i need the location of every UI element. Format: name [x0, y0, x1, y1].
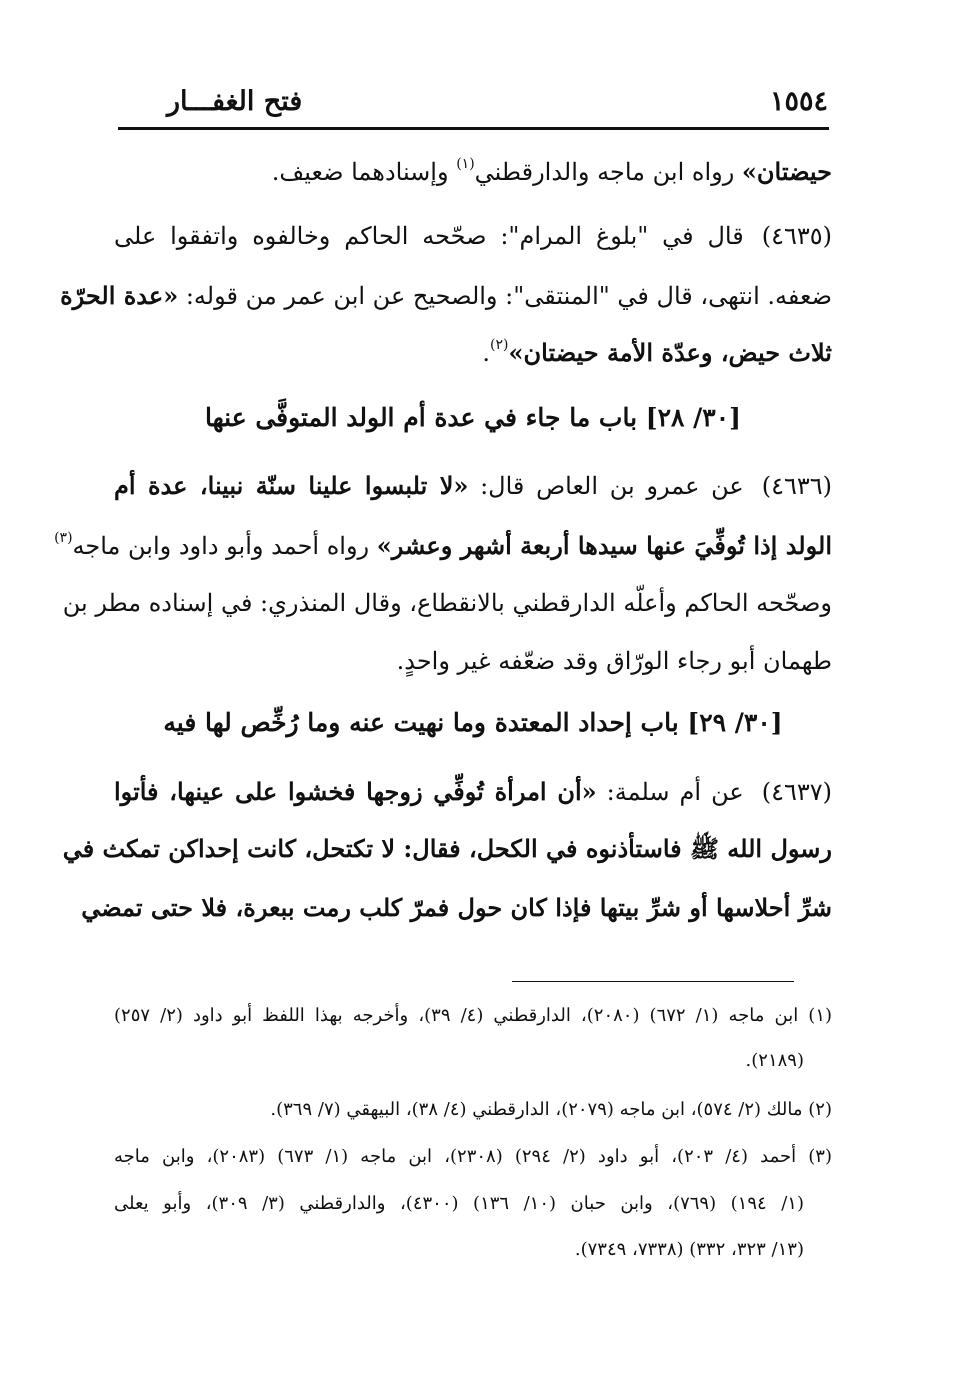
text-line: شرِّ أحلاسها أو شرِّ بيتها فإذا كان حول فمرّ كلب رمت ببعرة، فلا حتى تمضي — [81, 893, 832, 922]
text-line — [114, 466, 832, 506]
footnote-ref: (١) — [456, 156, 475, 172]
book-title: فتح الغفـــار — [167, 86, 303, 117]
text-line — [114, 772, 832, 812]
header-rule — [118, 127, 829, 130]
hadith-number: (٤٦٣٧) — [761, 778, 833, 806]
footnote: (٢) مالك (٢/ ٥٧٤)، ابن ماجه (٢٠٧٩)، الدارقطني (٤/ ٣٨)، البيهقي (٧/ ٣٦٩). — [270, 1099, 832, 1120]
text-line — [114, 216, 832, 256]
chapter-heading: [٣٠/ ٢٩] باب إحداد المعتدة وما نهيت عنه وما رُخِّص لها فيه — [163, 708, 783, 737]
text-line — [114, 152, 832, 192]
text-line: طهمان أبو رجاء الورّاق وقد ضعّفه غير واحدٍ. — [396, 647, 832, 675]
narration-text: رواه ابن ماجه والدارقطني — [474, 158, 742, 186]
narration-text: قال في "بلوغ المرام": صحّحه الحاكم وخالفوه واتفقوا على — [114, 222, 744, 250]
footnote: (١/ ١٩٤) (٧٦٩)، وابن حبان (١٠/ ١٣٦) (٤٣٠٠)، والدارقطني (٣/ ٣٠٩)، وأبو يعلى — [114, 1193, 804, 1214]
footnote-ref: (٢) — [490, 337, 509, 353]
hadith-text: الولد إذا تُوفِّيَ عنها سيدها أربعة أشهر وعشر» — [376, 531, 832, 560]
chapter-heading: [٣٠/ ٢٨] باب ما جاء في عدة أم الولد المتوفَّى عنها — [205, 403, 741, 432]
page-header — [115, 84, 830, 124]
narration-text: وإسنادهما ضعيف. — [271, 158, 457, 186]
footnote: (٢١٨٩). — [745, 1050, 804, 1071]
narration-text: عن عمرو بن العاص قال: — [468, 472, 744, 500]
narration-text: رواه أحمد وأبو داود وابن ماجه — [72, 532, 377, 560]
narration-text: . — [482, 339, 491, 367]
footnote: (١) ابن ماجه (١/ ٦٧٢) (٢٠٨٠)، الدارقطني (٤/ ٣٩)، وأخرجه بهذا اللفظ أبو داود (٢/ ٢٥٧) — [114, 1005, 833, 1026]
narration-text: عن أم سلمة: — [596, 778, 744, 806]
hadith-number: (٤٦٣٥) — [761, 222, 832, 250]
hadith-text: حيضتان» — [741, 157, 832, 186]
text-line — [54, 526, 832, 566]
narration-text: ضعفه. انتهى، قال في "المنتقى": والصحيح عن ابن عمر من قوله: — [178, 282, 832, 310]
text-line — [60, 276, 832, 316]
page-number: ١٥٥٤ — [769, 86, 828, 117]
footnote-ref: (٣) — [54, 530, 73, 546]
footnote: (١٣/ ٣٢٣، ٣٣٢) (٧٣٣٨، ٧٣٤٩). — [574, 1239, 804, 1260]
text-line — [114, 333, 832, 373]
footnote-divider — [512, 981, 794, 982]
hadith-text: «لا تلبسوا علينا سنّة نبينا، عدة أم — [114, 471, 469, 500]
text-line: رسول الله ﷺ فاستأذنوه في الكحل، فقال: لا تكتحل، كانت إحداكن تمكث في — [62, 834, 832, 863]
hadith-text: «أن امرأة تُوفِّي زوجها فخشوا على عينها، فأتوا — [114, 777, 597, 806]
footnote: (٣) أحمد (٤/ ٢٠٣)، أبو داود (٢/ ٢٩٤) (٢٣٠٨)، ابن ماجه (١/ ٦٧٣) (٢٠٨٣)، وابن ماجه — [114, 1146, 832, 1167]
text-line: وصحّحه الحاكم وأعلّه الدارقطني بالانقطاع، وقال المنذري: في إسناده مطر بن — [62, 589, 832, 617]
hadith-number: (٤٦٣٦) — [761, 472, 832, 500]
hadith-text: ثلاث حيض، وعدّة الأمة حيضتان» — [508, 338, 832, 367]
hadith-text: «عدة الحرّة — [60, 281, 179, 310]
